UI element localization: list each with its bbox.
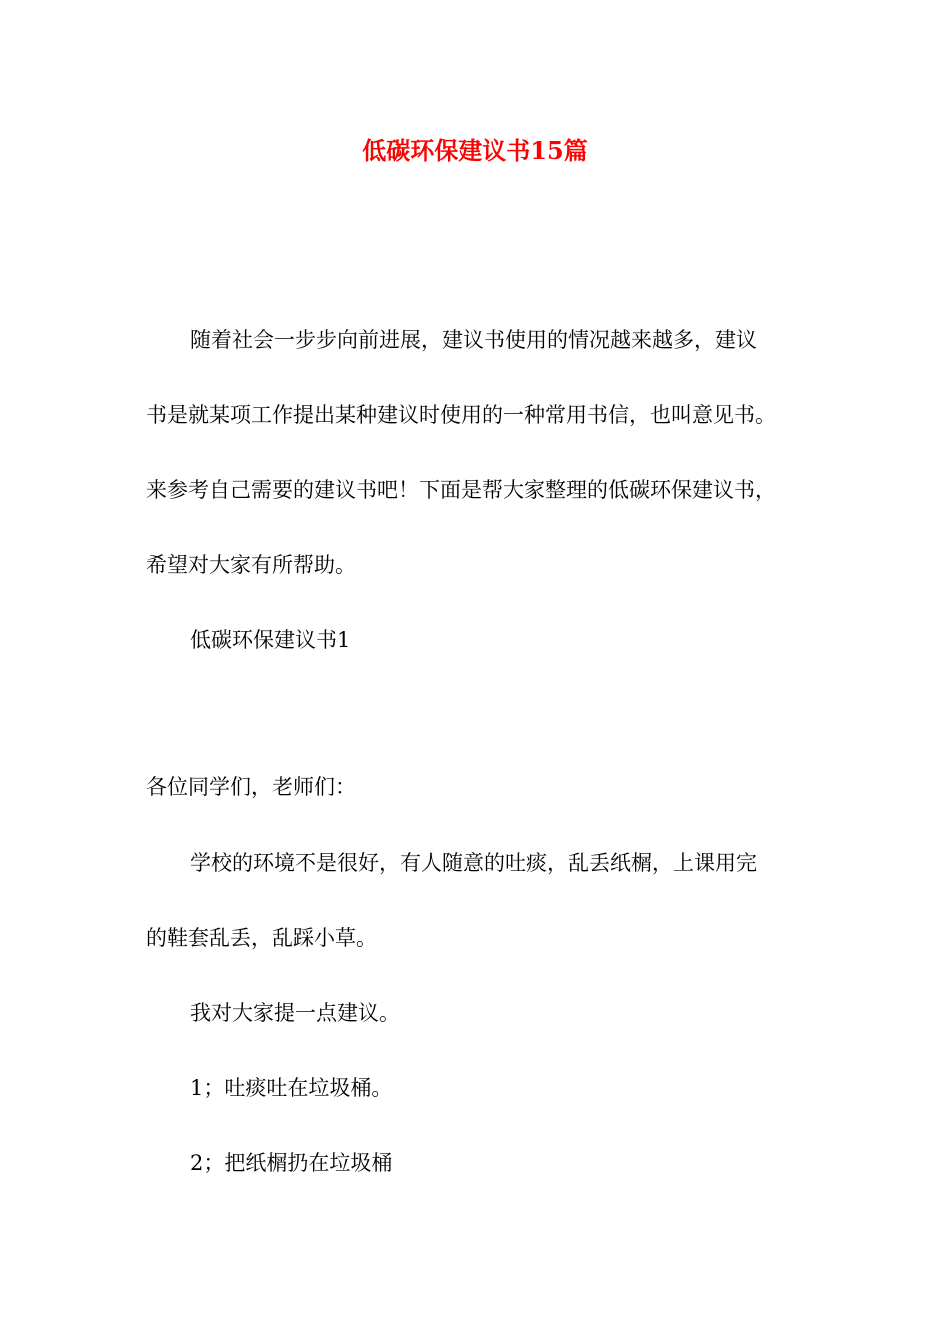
suggestion-item-1: 1；吐痰吐在垃圾桶。 [190, 1076, 393, 1100]
document-title: 低碳环保建议书15篇 [362, 136, 588, 165]
intro-line-3: 来参考自己需要的建议书吧！下面是帮大家整理的低碳环保建议书， [146, 478, 776, 502]
intro-line-2: 书是就某项工作提出某种建议时使用的一种常用书信，也叫意见书。 [146, 403, 776, 427]
section-heading: 低碳环保建议书1 [190, 628, 351, 652]
intro-line-4: 希望对大家有所帮助。 [146, 553, 356, 577]
greeting: 各位同学们，老师们： [146, 775, 356, 799]
body-line-2: 的鞋套乱丢，乱踩小草。 [146, 926, 377, 950]
suggestion-item-2: 2；把纸榍扔在垃圾桶 [190, 1151, 393, 1175]
suggestion-intro: 我对大家提一点建议。 [190, 1001, 400, 1025]
intro-line-1: 随着社会一步步向前进展，建议书使用的情况越来越多，建议 [190, 328, 757, 352]
body-line-1: 学校的环境不是很好，有人随意的吐痰，乱丢纸榍，上课用完 [190, 851, 757, 875]
